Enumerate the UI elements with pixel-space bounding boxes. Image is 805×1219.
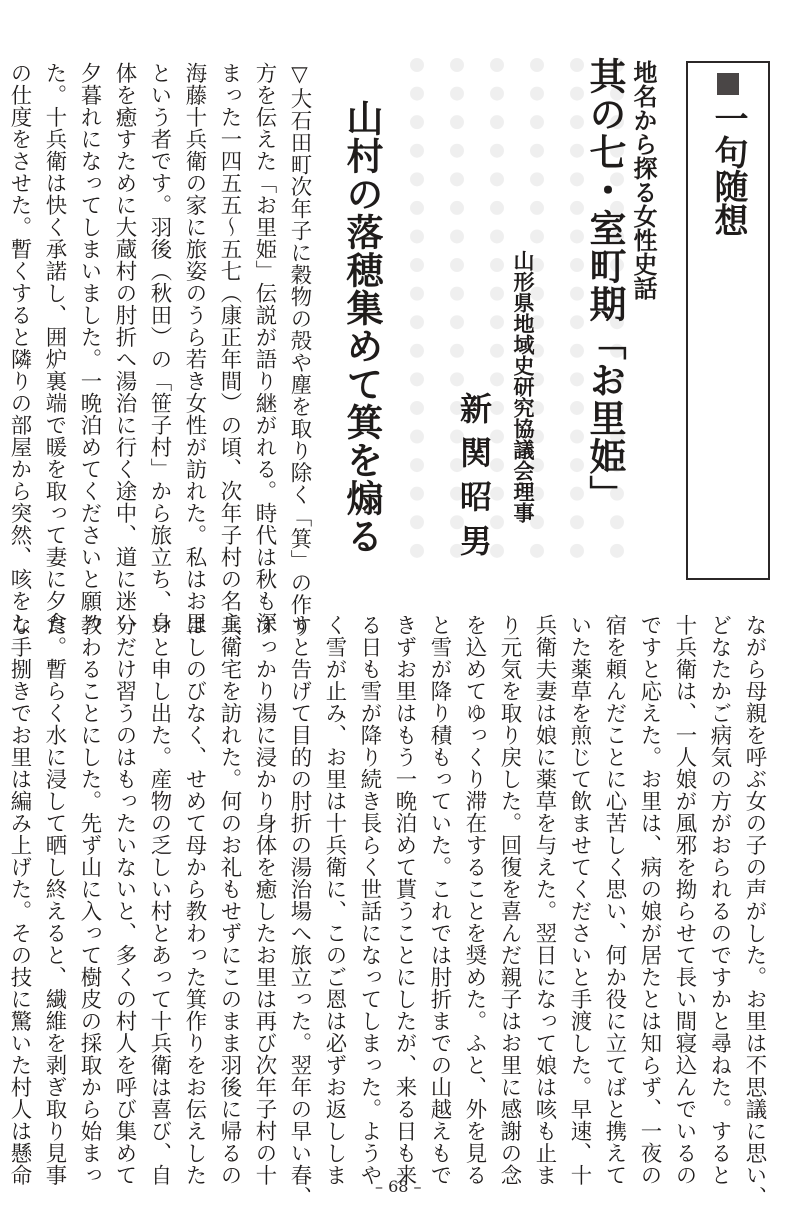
body-column: 夕暮れになってしまいました。一晩泊めてくださいと願っ [77, 62, 102, 634]
column-label: 一句随想 [708, 101, 748, 237]
body-column: 兵衛夫妻は娘に薬草を与えた。翌日になって娘は咳も止ま [532, 614, 557, 1186]
body-column: た。暫らく水に浸して晒し終えると、繊維を剥ぎ取り見事 [42, 614, 67, 1186]
body-column: 兵衛宅を訪れた。何のお礼もせずにこのまま羽後に帰るの [217, 614, 242, 1186]
body-column: 体を癒すために大蔵村の肘折へ湯治に行く途中、道に迷い [112, 62, 137, 634]
author-name: 新関昭男 [455, 392, 493, 568]
body-column: すと告げて目的の肘折の湯治場へ旅立った。翌年の早い春、 [287, 614, 312, 1208]
body-column: ですと応えた。お里は、病の娘が居たとは知らず、一夜の [637, 614, 662, 1186]
body-column: た。十兵衛は快く承諾し、囲炉裏端で暖を取って妻に夕食 [42, 62, 67, 634]
body-column: きずお里はもう一晩泊めて貰うことにしたが、来る日も来 [392, 614, 417, 1186]
body-column: 方を伝えた「お里姫」伝説が語り継がれる。時代は秋も深 [252, 62, 277, 634]
body-column: いと申し出た。産物の乏しい村とあって十兵衛は喜び、自 [147, 614, 172, 1186]
article-subtitle: 山村の落穂集めて箕を煽る [340, 99, 384, 555]
body-column: すっかり湯に浸かり身体を癒したお里は再び次年子村の十 [252, 614, 277, 1186]
page-number: – 68 – [375, 1177, 422, 1196]
body-column: 十兵衛は、一人娘が風邪を拗らせて長い間寝込んでいるの [672, 614, 697, 1186]
body-column: まった一四五五〜五七（康正年間）の頃、次年子村の名主、 [217, 62, 242, 656]
body-column: く雪が止み、お里は十兵衛に、このご恩は必ずお返ししま [322, 614, 347, 1186]
body-column: な手捌きでお里は編み上げた。その技に驚いた村人は懸命 [7, 614, 32, 1186]
author-affiliation: 山形県地域史研究協議会理事 [511, 250, 536, 523]
square-bullet-icon [717, 73, 739, 95]
series-title: 地名から探る女性史話 [629, 60, 658, 300]
body-column: はしのびなく、せめて母から教わった箕作りをお伝えした [182, 614, 207, 1186]
body-column: 宿を頼んだことに心苦しく思い、何か役に立てばと携えて [602, 614, 627, 1186]
body-column: という者です。羽後（秋田）の「笹子村」から旅立ち、身 [147, 62, 172, 634]
article-title: 其の七・室町期「お里姫」 [583, 57, 627, 513]
body-column: る日も雪が降り続き長らく世話になってしまった。ようや [357, 614, 382, 1186]
body-column: いた薬草を煎じて飲ませてくださいと手渡した。早速、十 [567, 614, 592, 1186]
body-column: の仕度をさせた。暫くすると隣りの部屋から突然、咳をし [7, 62, 32, 634]
body-column: ながら母親を呼ぶ女の子の声がした。お里は不思議に思い、 [742, 614, 767, 1208]
body-column: 分だけ習うのはもったいないと、多くの村人を呼び集めて [112, 614, 137, 1186]
body-column: ▽大石田町次年子に穀物の殻や塵を取り除く「箕」の作り [287, 62, 312, 638]
body-column: 海藤十兵衛の家に旅姿のうら若き女性が訪れた。私はお里 [182, 62, 207, 634]
body-column: り元気を取り戻した。回復を喜んだ親子はお里に感謝の念 [497, 614, 522, 1186]
body-column: 教わることにした。先ず山に入って樹皮の採取から始まっ [77, 614, 102, 1186]
body-column: を込めてゆっくり滞在することを奨めた。ふと、外を見る [462, 614, 487, 1186]
body-column: と雪が降り積もっていた。これでは肘折までの山越えもで [427, 614, 452, 1186]
column-header-box [686, 61, 770, 580]
body-column: どなたかご病気の方がおられるのですかと尋ねた。すると [707, 614, 732, 1186]
